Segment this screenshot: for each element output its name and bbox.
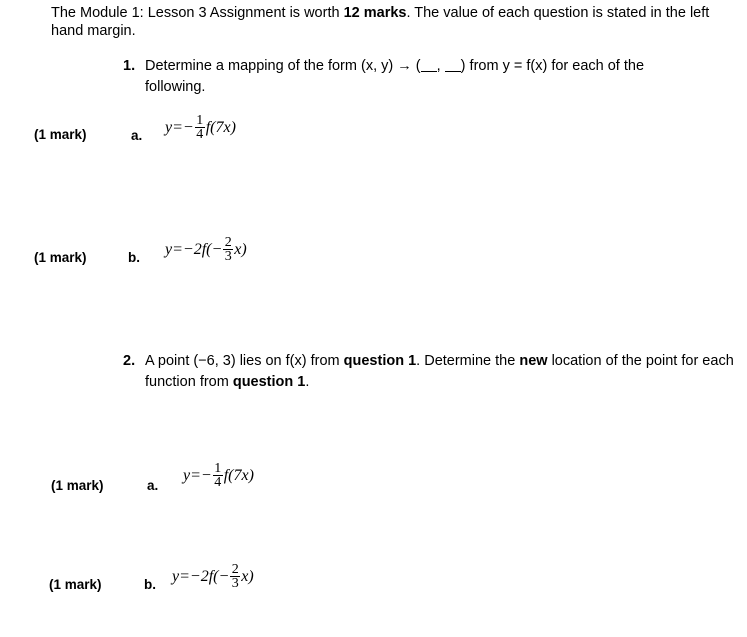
q2a-rhs: f(7x) [223,466,254,484]
q1a-mark: (1 mark) [34,127,87,142]
q1-text-end: for each of the following. [145,58,645,95]
q1b-denominator: 3 [224,249,232,264]
q1a-denominator: 4 [196,127,204,142]
q1-form-start: (x, y) → ( [361,58,421,74]
q2a-letter: a. [147,478,159,493]
q2-ref-question-1-second: question 1 [232,374,306,390]
q1a-fraction [195,114,205,141]
q2b-denominator: 3 [231,576,239,591]
q1a-rhs: f(7x) [205,118,236,136]
q2b-mark: (1 mark) [49,577,102,592]
q2a-mark: (1 mark) [51,478,104,493]
question-1-text [145,56,675,98]
q2a-fraction [213,462,223,489]
q2-text-4: location of the point for each function from [145,353,734,390]
q2b-equation [172,563,254,590]
q2-text-3: . Determine the [416,353,520,369]
intro-text-2: . The value of each question is stated in the left hand margin. [51,5,710,39]
intro-paragraph [51,4,711,40]
q2a-denominator: 4 [214,475,222,490]
q1-text-before: Determine a mapping of the form [145,58,361,74]
q1a-numerator: 1 [196,113,204,128]
q2-ref-question-1: question 1 [343,353,417,369]
q2b-fraction [230,563,240,590]
q1b-mark: (1 mark) [34,250,87,265]
q2a-equation [183,462,254,489]
q2b-letter: b. [144,577,156,592]
question-2-number: 2. [123,353,136,369]
q1b-equation [165,236,247,263]
q1-form-comma: , [436,58,445,74]
blank-1 [421,59,437,72]
question-2-text [145,351,735,393]
q1-function: y = f(x) [502,58,548,74]
q1b-rhs: x) [234,240,247,258]
q1-text-after: from [465,58,503,74]
q2a-lhs: y=− [183,466,212,484]
q1b-letter: b. [128,250,140,265]
q2-text-5: . [305,374,310,390]
q1a-lhs: y=− [165,118,194,136]
q1b-lhs: y=−2f(− [165,240,223,258]
q2-text-1: A point (−6, 3) lies on [145,353,286,369]
intro-text-1: The Module 1: Lesson 3 Assignment is worth [51,5,344,21]
q2b-rhs: x) [241,567,254,585]
q1-form-end: ) [460,58,466,74]
q2b-numerator: 2 [231,562,239,577]
q1a-letter: a. [131,128,143,143]
q1a-equation [165,114,236,141]
q2a-numerator: 1 [214,461,222,476]
q1b-fraction [223,236,233,263]
intro-total-marks: 12 marks [343,5,407,21]
q2-new-word: new [519,353,548,369]
q2b-lhs: y=−2f(− [172,567,230,585]
blank-2 [445,59,461,72]
question-1-number: 1. [123,58,136,74]
q2-text-2: from [306,353,344,369]
q1b-numerator: 2 [224,235,232,250]
q2-function: f(x) [285,353,307,369]
